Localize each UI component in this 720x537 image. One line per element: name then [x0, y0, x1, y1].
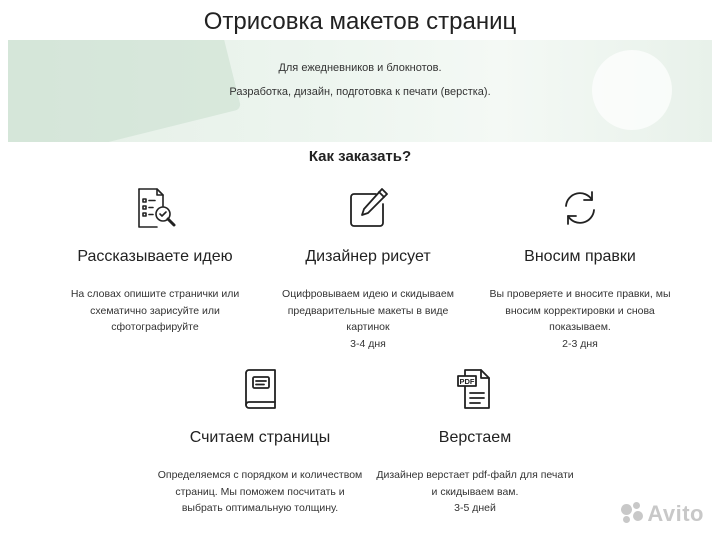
refresh-icon [558, 186, 602, 230]
page-title: Отрисовка макетов страниц [203, 8, 517, 35]
step-title: Считаем страницы [189, 429, 331, 446]
desc-line: предварительные макеты в виде [287, 304, 449, 317]
desc-line: Дизайнер верстает pdf-файл для печати [376, 469, 574, 481]
desc-line: На словах опишите странички или [70, 288, 240, 300]
desc-line: показываем. [549, 321, 611, 333]
desc-line: Оцифровываем идею и скидываем [282, 288, 454, 300]
desc-line: Вы проверяете и вносите правки, мы [489, 288, 671, 300]
step-term: 3-4 дня [350, 337, 386, 350]
document-search-icon [133, 186, 177, 230]
step-term: 3-5 дней [454, 502, 496, 514]
step-description [480, 286, 680, 352]
step-title: Рассказываете идею [77, 248, 233, 265]
step-description [268, 286, 468, 352]
step-title: Верстаем [438, 429, 512, 446]
desc-line: и скидываем вам. [431, 485, 519, 498]
step-description [370, 467, 580, 517]
desc-line: схематично зарисуйте или [90, 304, 220, 317]
banner-line-1: Для ежедневников и блокнотов. [278, 62, 442, 74]
desc-line: картинок [346, 321, 390, 333]
avito-logo-icon [621, 502, 643, 524]
step-title: Дизайнер рисует [305, 248, 431, 265]
book-icon [238, 367, 282, 411]
step-term: 2-3 дня [562, 337, 598, 350]
watermark-text: Avito [647, 501, 704, 526]
desc-line: Определяемся с порядком и количеством [157, 469, 363, 481]
avito-watermark [621, 501, 704, 527]
desc-line: страниц. Мы поможем посчитать и [175, 485, 345, 498]
banner-line-2: Разработка, дизайн, подготовка к печати (верстка). [229, 86, 491, 98]
desc-line: сфотографируйте [111, 321, 199, 333]
edit-pencil-icon [346, 186, 390, 230]
pdf-icon-label: PDF [459, 377, 475, 386]
desc-line: вносим корректировки и снова [505, 304, 655, 317]
hero-banner [8, 40, 712, 142]
step-description [155, 467, 365, 517]
step-description [60, 286, 250, 336]
pdf-file-icon [453, 367, 497, 411]
step-title: Вносим правки [524, 248, 636, 265]
desc-line: выбрать оптимальную толщину. [181, 502, 339, 514]
how-to-order-heading: Как заказать? [308, 148, 412, 165]
